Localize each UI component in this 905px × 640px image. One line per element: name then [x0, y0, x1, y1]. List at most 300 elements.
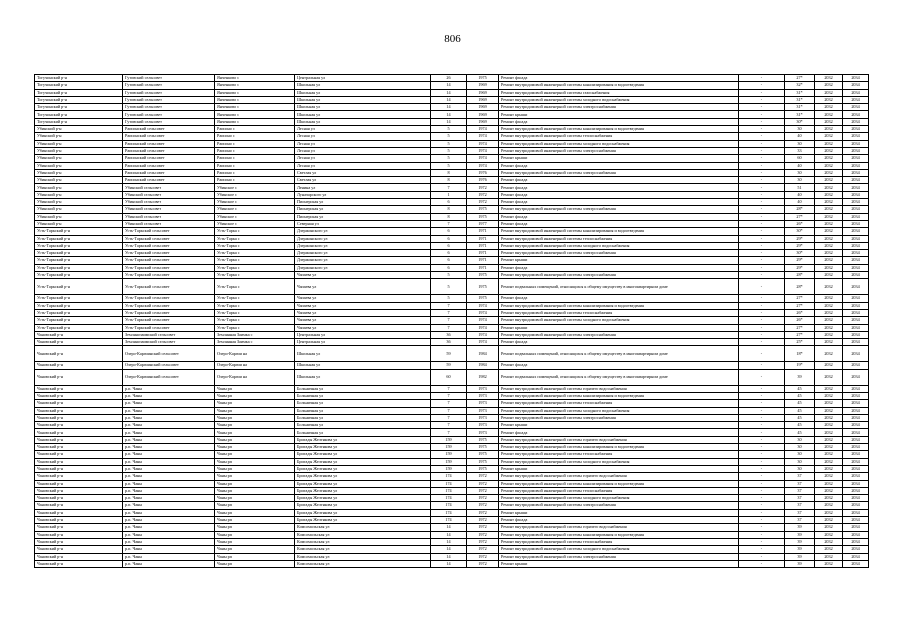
- cell-settlement: Чаны рп: [215, 400, 295, 407]
- cell-street: Чапаева ул: [295, 317, 431, 324]
- cell-term: 29*: [785, 264, 815, 271]
- cell-cost: -: [739, 242, 785, 249]
- cell-term: 51: [785, 184, 815, 191]
- cell-district: Чановский р-н: [35, 331, 123, 338]
- cell-settlement: Янченково с: [215, 118, 295, 125]
- cell-work-type: Ремонт внутридомовой инженерной системы канализирования и водоотведения: [499, 82, 739, 89]
- cell-street: Больничная ул: [295, 429, 431, 436]
- cell-plan-end: 2034: [843, 228, 869, 235]
- cell-plan-start: 2032: [815, 317, 843, 324]
- cell-district: Тогучинский р-н: [35, 75, 123, 82]
- cell-settlement: Чаны рп: [215, 392, 295, 399]
- cell-term: 26*: [785, 317, 815, 324]
- cell-district: Чановский р-н: [35, 480, 123, 487]
- cell-cost: -: [739, 82, 785, 89]
- cell-plan-end: 2034: [843, 126, 869, 133]
- cell-cost: -: [739, 309, 785, 316]
- table-row: [35, 324, 869, 331]
- cell-district: Убинский р-н: [35, 191, 123, 198]
- cell-term: 19*: [785, 362, 815, 369]
- cell-plan-end: 2034: [843, 369, 869, 385]
- cell-municipality: р.п. Чаны: [123, 392, 215, 399]
- cell-house-number: 59: [431, 362, 467, 369]
- cell-house-number: 14: [431, 531, 467, 538]
- cell-build-year: 1974: [467, 317, 499, 324]
- cell-term: 37: [785, 480, 815, 487]
- cell-build-year: 1974: [467, 339, 499, 346]
- cell-term: 30*: [785, 118, 815, 125]
- cell-district: Чановский р-н: [35, 436, 123, 443]
- cell-municipality: Убинский сельсовет: [123, 191, 215, 198]
- cell-plan-start: 2032: [815, 487, 843, 494]
- cell-district: Тогучинский р-н: [35, 104, 123, 111]
- cell-term: 45: [785, 392, 815, 399]
- table-row: [35, 473, 869, 480]
- cell-settlement: Чаны рп: [215, 444, 295, 451]
- cell-work-type: Ремонт внутридомовой инженерной системы канализирования и водоотведения: [499, 392, 739, 399]
- cell-plan-start: 2032: [815, 126, 843, 133]
- cell-plan-start: 2032: [815, 458, 843, 465]
- cell-district: Чановский р-н: [35, 465, 123, 472]
- table-row: [35, 553, 869, 560]
- cell-term: 37: [785, 487, 815, 494]
- cell-build-year: 1972: [467, 509, 499, 516]
- cell-district: Усть-Таркский р-н: [35, 228, 123, 235]
- cell-term: 60: [785, 155, 815, 162]
- cell-district: Усть-Таркский р-н: [35, 279, 123, 295]
- cell-build-year: 1974: [467, 324, 499, 331]
- cell-plan-start: 2032: [815, 206, 843, 213]
- cell-cost: -: [739, 264, 785, 271]
- cell-municipality: р.п. Чаны: [123, 517, 215, 524]
- cell-house-number: 8: [431, 169, 467, 176]
- cell-plan-end: 2034: [843, 414, 869, 421]
- cell-build-year: 1974: [467, 331, 499, 338]
- table-row: [35, 317, 869, 324]
- capital-repair-table: [34, 74, 869, 568]
- table-row: [35, 414, 869, 421]
- cell-house-number: 6: [431, 257, 467, 264]
- cell-build-year: 1972: [467, 184, 499, 191]
- cell-cost: -: [739, 191, 785, 198]
- table-row: [35, 436, 869, 443]
- table-row: [35, 451, 869, 458]
- cell-municipality: Усть-Таркский сельсовет: [123, 317, 215, 324]
- cell-plan-start: 2032: [815, 96, 843, 103]
- cell-term: 39: [785, 553, 815, 560]
- cell-settlement: Озеро-Карачи на: [215, 369, 295, 385]
- cell-street: Лесная ул: [295, 155, 431, 162]
- cell-settlement: Янченково с: [215, 104, 295, 111]
- cell-build-year: 1971: [467, 235, 499, 242]
- cell-cost: -: [739, 257, 785, 264]
- cell-plan-start: 2032: [815, 517, 843, 524]
- cell-plan-end: 2034: [843, 302, 869, 309]
- cell-house-number: 8: [431, 206, 467, 213]
- cell-settlement: Чаны рп: [215, 546, 295, 553]
- cell-term: 30: [785, 177, 815, 184]
- cell-street: Центральная ул: [295, 331, 431, 338]
- cell-work-type: Ремонт крыши: [499, 155, 739, 162]
- cell-settlement: Чаны рп: [215, 495, 295, 502]
- cell-district: Убинский р-н: [35, 133, 123, 140]
- cell-street: Школьная ул: [295, 118, 431, 125]
- cell-cost: -: [739, 487, 785, 494]
- cell-term: 45: [785, 407, 815, 414]
- cell-plan-end: 2034: [843, 339, 869, 346]
- cell-municipality: Убинский сельсовет: [123, 213, 215, 220]
- cell-work-type: Ремонт внутридомовой инженерной системы канализирования и водоотведения: [499, 480, 739, 487]
- cell-district: Чановский р-н: [35, 473, 123, 480]
- cell-settlement: Чаны рп: [215, 451, 295, 458]
- cell-municipality: р.п. Чаны: [123, 385, 215, 392]
- cell-work-type: Ремонт внутридомовой инженерной системы теплоснабжения: [499, 400, 739, 407]
- table-row: [35, 235, 869, 242]
- cell-municipality: р.п. Чаны: [123, 465, 215, 472]
- cell-district: Чановский р-н: [35, 422, 123, 429]
- cell-cost: -: [739, 235, 785, 242]
- table-row: [35, 213, 869, 220]
- cell-house-number: 8: [431, 177, 467, 184]
- cell-term: 31*: [785, 89, 815, 96]
- table-row: [35, 309, 869, 316]
- cell-street: Бригады Желтякова ул: [295, 480, 431, 487]
- cell-street: Бригады Желтякова ул: [295, 458, 431, 465]
- cell-term: 37: [785, 509, 815, 516]
- cell-municipality: Гутовский сельсовет: [123, 118, 215, 125]
- cell-municipality: Гутовский сельсовет: [123, 89, 215, 96]
- cell-house-number: 7: [431, 414, 467, 421]
- cell-house-number: 7: [431, 324, 467, 331]
- cell-municipality: Убинский сельсовет: [123, 220, 215, 227]
- cell-district: Чановский р-н: [35, 385, 123, 392]
- cell-municipality: Раисинский сельсовет: [123, 169, 215, 176]
- cell-cost: -: [739, 436, 785, 443]
- cell-build-year: 1971: [467, 250, 499, 257]
- cell-term: 30*: [785, 250, 815, 257]
- cell-settlement: Чаны рп: [215, 524, 295, 531]
- cell-plan-start: 2032: [815, 473, 843, 480]
- cell-settlement: Усть-Тарка с: [215, 228, 295, 235]
- cell-work-type: Ремонт внутридомовой инженерной системы канализирования и водоотведения: [499, 228, 739, 235]
- table-row: [35, 339, 869, 346]
- cell-plan-start: 2032: [815, 324, 843, 331]
- cell-settlement: Раисино с: [215, 147, 295, 154]
- cell-municipality: р.п. Чаны: [123, 495, 215, 502]
- cell-street: Лесная ул: [295, 147, 431, 154]
- cell-plan-end: 2034: [843, 473, 869, 480]
- cell-plan-start: 2032: [815, 392, 843, 399]
- cell-term: 39: [785, 531, 815, 538]
- cell-municipality: Озеро-Карачинский сельсовет: [123, 362, 215, 369]
- cell-cost: -: [739, 140, 785, 147]
- cell-build-year: 1974: [467, 155, 499, 162]
- cell-work-type: Ремонт внутридомовой инженерной системы горячего водоснабжения: [499, 524, 739, 531]
- cell-municipality: Усть-Таркский сельсовет: [123, 235, 215, 242]
- cell-term: 45: [785, 422, 815, 429]
- cell-cost: -: [739, 302, 785, 309]
- cell-house-number: 6: [431, 199, 467, 206]
- cell-work-type: Ремонт фасада: [499, 295, 739, 302]
- cell-settlement: Усть-Тарка с: [215, 264, 295, 271]
- cell-street: Чапаева ул: [295, 309, 431, 316]
- cell-district: Чановский р-н: [35, 451, 123, 458]
- cell-term: 30: [785, 444, 815, 451]
- cell-work-type: Ремонт фасада: [499, 213, 739, 220]
- cell-settlement: Убинское с: [215, 206, 295, 213]
- cell-cost: -: [739, 169, 785, 176]
- cell-street: Лесная ул: [295, 133, 431, 140]
- cell-municipality: р.п. Чаны: [123, 414, 215, 421]
- cell-work-type: Ремонт внутридомовой инженерной системы электроснабжения: [499, 147, 739, 154]
- cell-settlement: Чаны рп: [215, 385, 295, 392]
- cell-district: Тогучинский р-н: [35, 111, 123, 118]
- cell-settlement: Чаны рп: [215, 436, 295, 443]
- cell-municipality: р.п. Чаны: [123, 553, 215, 560]
- cell-plan-end: 2034: [843, 206, 869, 213]
- cell-build-year: 1974: [467, 162, 499, 169]
- cell-plan-start: 2032: [815, 169, 843, 176]
- cell-plan-end: 2034: [843, 89, 869, 96]
- cell-plan-end: 2034: [843, 279, 869, 295]
- cell-cost: -: [739, 451, 785, 458]
- cell-build-year: 1974: [467, 133, 499, 140]
- cell-plan-end: 2034: [843, 133, 869, 140]
- cell-street: Бригады Желтякова ул: [295, 451, 431, 458]
- cell-settlement: Янченково с: [215, 75, 295, 82]
- cell-plan-start: 2032: [815, 331, 843, 338]
- cell-build-year: 1969: [467, 118, 499, 125]
- cell-work-type: Ремонт внутридомовой инженерной системы канализирования и водоотведения: [499, 531, 739, 538]
- cell-cost: -: [739, 177, 785, 184]
- cell-municipality: р.п. Чаны: [123, 531, 215, 538]
- cell-municipality: р.п. Чаны: [123, 560, 215, 567]
- cell-plan-start: 2032: [815, 400, 843, 407]
- cell-house-number: 174: [431, 487, 467, 494]
- cell-work-type: Ремонт фасада: [499, 362, 739, 369]
- cell-work-type: Ремонт внутридомовой инженерной системы теплоснабжения: [499, 235, 739, 242]
- cell-house-number: 5: [431, 162, 467, 169]
- cell-work-type: Ремонт внутридомовой инженерной системы холодного водоснабжения: [499, 242, 739, 249]
- cell-plan-start: 2032: [815, 177, 843, 184]
- cell-municipality: р.п. Чаны: [123, 444, 215, 451]
- table-row: [35, 96, 869, 103]
- cell-settlement: Янченково с: [215, 89, 295, 96]
- cell-work-type: Ремонт внутридомовой инженерной системы канализирования и водоотведения: [499, 302, 739, 309]
- cell-municipality: р.п. Чаны: [123, 436, 215, 443]
- cell-work-type: Ремонт внутридомовой инженерной системы канализирования и водоотведения: [499, 126, 739, 133]
- cell-build-year: 1976: [467, 177, 499, 184]
- cell-settlement: Усть-Тарка с: [215, 317, 295, 324]
- cell-work-type: Ремонт крыши: [499, 422, 739, 429]
- cell-cost: -: [739, 199, 785, 206]
- table-row: [35, 487, 869, 494]
- table-row: [35, 228, 869, 235]
- cell-street: Больничная ул: [295, 392, 431, 399]
- cell-street: Северная ул: [295, 220, 431, 227]
- cell-plan-start: 2032: [815, 502, 843, 509]
- cell-term: 28*: [785, 206, 815, 213]
- cell-street: Школьная ул: [295, 82, 431, 89]
- cell-build-year: 1969: [467, 82, 499, 89]
- cell-district: Убинский р-н: [35, 199, 123, 206]
- cell-build-year: 1972: [467, 546, 499, 553]
- cell-house-number: 14: [431, 553, 467, 560]
- cell-term: 45: [785, 385, 815, 392]
- cell-build-year: 1969: [467, 89, 499, 96]
- cell-build-year: 1973: [467, 429, 499, 436]
- table-row: [35, 118, 869, 125]
- cell-build-year: 1977: [467, 220, 499, 227]
- cell-house-number: 14: [431, 96, 467, 103]
- cell-build-year: 1973: [467, 385, 499, 392]
- cell-work-type: Ремонт внутридомовой инженерной системы электроснабжения: [499, 272, 739, 279]
- cell-plan-end: 2034: [843, 317, 869, 324]
- table-row: [35, 89, 869, 96]
- cell-house-number: 14: [431, 118, 467, 125]
- cell-plan-end: 2034: [843, 331, 869, 338]
- cell-settlement: Янченково с: [215, 96, 295, 103]
- cell-build-year: 1974: [467, 147, 499, 154]
- cell-term: 30: [785, 451, 815, 458]
- cell-house-number: 14: [431, 111, 467, 118]
- cell-cost: -: [739, 279, 785, 295]
- cell-plan-end: 2034: [843, 385, 869, 392]
- cell-plan-end: 2034: [843, 509, 869, 516]
- cell-settlement: Убинское с: [215, 220, 295, 227]
- cell-term: 33: [785, 147, 815, 154]
- cell-municipality: р.п. Чаны: [123, 502, 215, 509]
- cell-term: 25*: [785, 339, 815, 346]
- cell-house-number: 36: [431, 331, 467, 338]
- cell-district: Убинский р-н: [35, 126, 123, 133]
- cell-municipality: Озеро-Карачинский сельсовет: [123, 346, 215, 362]
- cell-work-type: Ремонт фасада: [499, 191, 739, 198]
- cell-settlement: Убинское с: [215, 199, 295, 206]
- cell-work-type: Ремонт подвальных помещений, относящихся к общему имуществу в многоквартирном доме: [499, 346, 739, 362]
- cell-municipality: Усть-Таркский сельсовет: [123, 257, 215, 264]
- cell-work-type: Ремонт внутридомовой инженерной системы электроснабжения: [499, 206, 739, 213]
- cell-cost: -: [739, 400, 785, 407]
- cell-cost: -: [739, 295, 785, 302]
- cell-district: Чановский р-н: [35, 346, 123, 362]
- cell-settlement: Чаны рп: [215, 407, 295, 414]
- cell-street: Луначарского ул: [295, 191, 431, 198]
- cell-cost: -: [739, 339, 785, 346]
- table-row: [35, 331, 869, 338]
- cell-term: 27*: [785, 331, 815, 338]
- cell-municipality: Усть-Таркский сельсовет: [123, 242, 215, 249]
- cell-plan-start: 2032: [815, 272, 843, 279]
- cell-plan-end: 2034: [843, 524, 869, 531]
- cell-plan-end: 2034: [843, 235, 869, 242]
- cell-settlement: Раисино с: [215, 140, 295, 147]
- cell-district: Усть-Таркский р-н: [35, 257, 123, 264]
- cell-build-year: 1972: [467, 553, 499, 560]
- cell-municipality: р.п. Чаны: [123, 407, 215, 414]
- cell-street: Лесная ул: [295, 126, 431, 133]
- cell-settlement: Усть-Тарка с: [215, 257, 295, 264]
- cell-plan-start: 2032: [815, 346, 843, 362]
- cell-plan-end: 2034: [843, 96, 869, 103]
- cell-work-type: Ремонт внутридомовой инженерной системы холодного водоснабжения: [499, 458, 739, 465]
- cell-cost: -: [739, 369, 785, 385]
- cell-street: Бригады Желтякова ул: [295, 502, 431, 509]
- cell-municipality: Усть-Таркский сельсовет: [123, 324, 215, 331]
- cell-municipality: Землянозаимский сельсовет: [123, 331, 215, 338]
- cell-district: Усть-Таркский р-н: [35, 309, 123, 316]
- cell-term: 45: [785, 414, 815, 421]
- cell-term: 39: [785, 524, 815, 531]
- table-row: [35, 538, 869, 545]
- cell-plan-start: 2032: [815, 82, 843, 89]
- cell-term: 40: [785, 133, 815, 140]
- cell-plan-start: 2032: [815, 220, 843, 227]
- cell-cost: -: [739, 429, 785, 436]
- cell-settlement: Землянная Заимка с: [215, 339, 295, 346]
- cell-plan-end: 2034: [843, 309, 869, 316]
- table-row: [35, 444, 869, 451]
- cell-cost: -: [739, 133, 785, 140]
- cell-work-type: Ремонт крыши: [499, 324, 739, 331]
- cell-plan-end: 2034: [843, 495, 869, 502]
- cell-cost: -: [739, 495, 785, 502]
- cell-municipality: Озеро-Карачинский сельсовет: [123, 369, 215, 385]
- cell-street: Школьная ул: [295, 111, 431, 118]
- cell-house-number: 159: [431, 444, 467, 451]
- cell-build-year: 1975: [467, 295, 499, 302]
- cell-plan-start: 2032: [815, 369, 843, 385]
- table-row: [35, 502, 869, 509]
- cell-street: Дзержинского ул: [295, 250, 431, 257]
- cell-plan-start: 2032: [815, 422, 843, 429]
- cell-plan-end: 2034: [843, 147, 869, 154]
- cell-build-year: 1975: [467, 444, 499, 451]
- cell-plan-start: 2032: [815, 414, 843, 421]
- cell-work-type: Ремонт внутридомовой инженерной системы теплоснабжения: [499, 451, 739, 458]
- cell-street: Школьная ул: [295, 362, 431, 369]
- cell-work-type: Ремонт фасада: [499, 199, 739, 206]
- cell-work-type: Ремонт подвальных помещений, относящихся к общему имуществу в многоквартирном доме: [499, 279, 739, 295]
- cell-term: 30: [785, 126, 815, 133]
- cell-plan-start: 2032: [815, 191, 843, 198]
- cell-settlement: Чаны рп: [215, 480, 295, 487]
- cell-cost: -: [739, 407, 785, 414]
- cell-work-type: Ремонт внутридомовой инженерной системы горячего водоснабжения: [499, 473, 739, 480]
- cell-cost: -: [739, 155, 785, 162]
- cell-municipality: Усть-Таркский сельсовет: [123, 279, 215, 295]
- cell-work-type: Ремонт внутридомовой инженерной системы электроснабжения: [499, 331, 739, 338]
- cell-street: Дзержинского ул: [295, 264, 431, 271]
- cell-build-year: 1973: [467, 400, 499, 407]
- cell-street: Чапаева ул: [295, 272, 431, 279]
- cell-build-year: 1975: [467, 213, 499, 220]
- cell-term: 26*: [785, 220, 815, 227]
- cell-build-year: 1975: [467, 436, 499, 443]
- cell-build-year: 1975: [467, 272, 499, 279]
- cell-plan-end: 2034: [843, 487, 869, 494]
- cell-street: Пионерская ул: [295, 199, 431, 206]
- cell-cost: -: [739, 272, 785, 279]
- cell-street: Бригады Желтякова ул: [295, 465, 431, 472]
- cell-term: 31*: [785, 96, 815, 103]
- cell-term: 37: [785, 517, 815, 524]
- cell-house-number: 174: [431, 509, 467, 516]
- cell-plan-end: 2034: [843, 517, 869, 524]
- cell-district: Чановский р-н: [35, 429, 123, 436]
- cell-cost: -: [739, 465, 785, 472]
- cell-plan-start: 2032: [815, 279, 843, 295]
